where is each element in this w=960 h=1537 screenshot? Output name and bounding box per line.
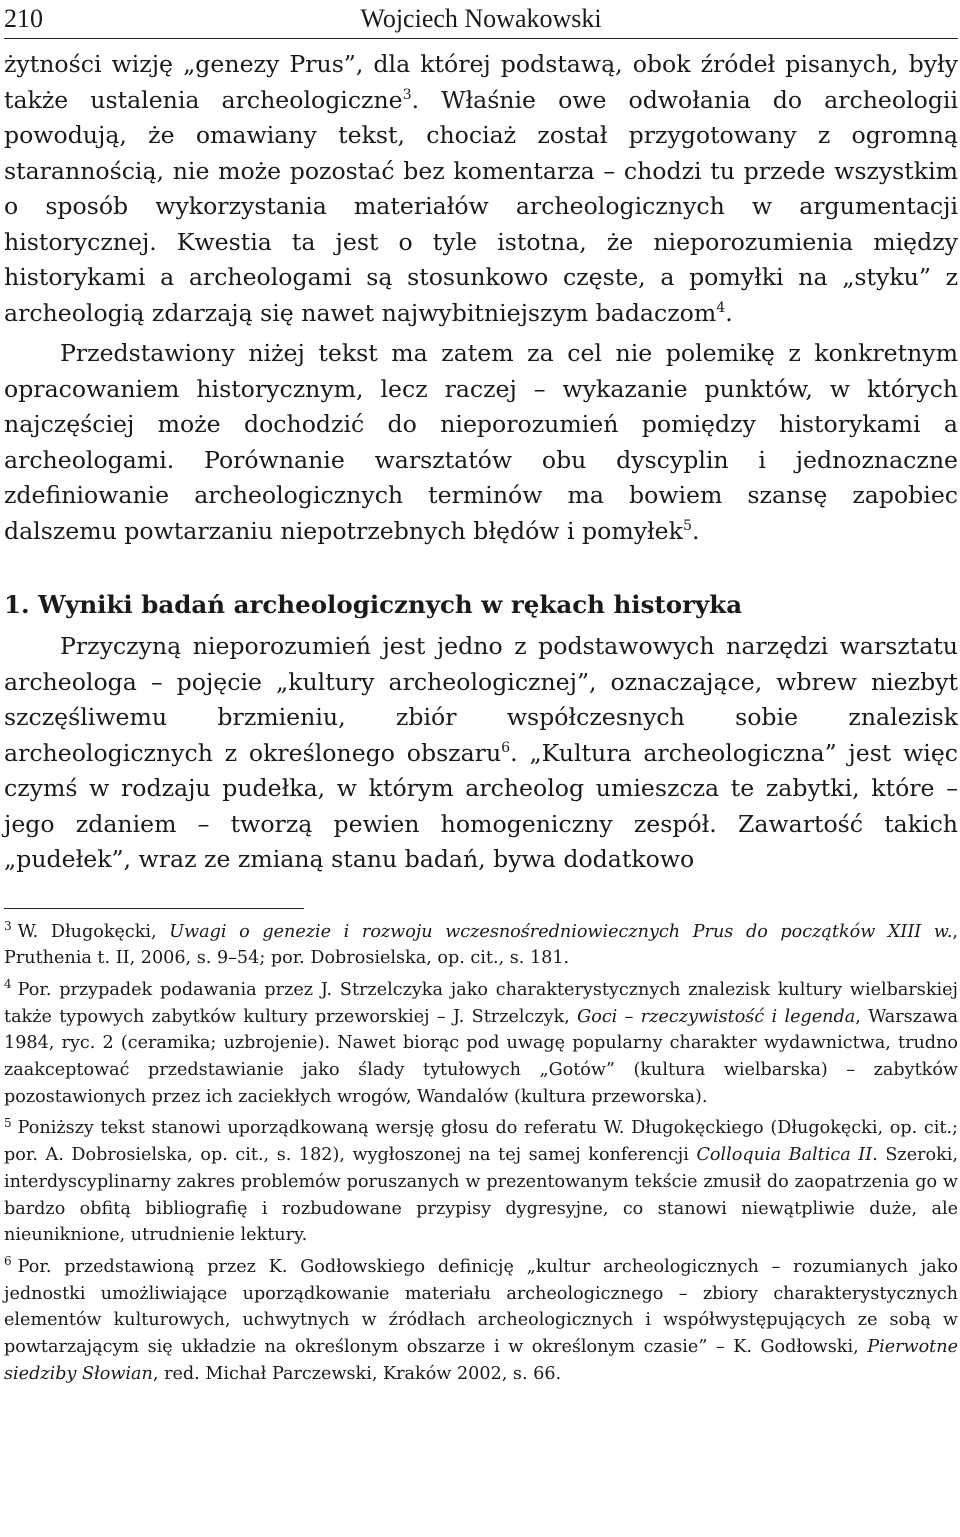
footnote-6: $^6$ Por. przedstawioną przez K. Godłowskiego definicję „kultur archeologicznych – rozumianych jako jednostki umożliwiające uporządkowanie materiału archeologicznego – zbiory charakterystycznych elementów kulturowych, uchwytnych w źródłach archeologicznych i współwystępujących ze sobą w powtarzającym się układzie na określonym obszarze i w określonym czasie” – K. Godłowski, Pierwotne siedziby Słowian, red. Michał Parczewski, Kraków 2002, s. 66. (4, 1254, 958, 1384)
section-heading: 1. Wyniki badań archeologicznych w rękach historyka (4, 590, 743, 619)
paragraph-3: Przyczyną nieporozumień jest jedno z podstawowych narzędzi warsztatu archeologa – pojęcie „kultury archeologicznej”, oznaczające, wbrew niezbyt szczęśliwemu brzmieniu, zbiór współczesnych sobie znalezisk archeologicznych z określonego obszaru$^6$. „Kultura archeologiczna” jest więc czymś w rodzaju pudełka, w którym archeolog umieszcza te zabytki, które – jego zdaniem – tworzą pewien homogeniczny zespół. Zawartość takich „pudełek”, wraz ze zmianą stanu badań, bywa dodatkowo (4, 632, 958, 873)
paragraph-1: żytności wizję „genezy Prus”, dla której podstawą, obok źródeł pisanych, były także ustalenia archeologiczne$^3$. Właśnie owe odwołania do archeologii powodują, że omawiany tekst, chociaż został przygotowany z ogromną starannością, nie może pozostać bez komentarza – chodzi tu przede wszystkim o sposób wykorzystania materiałów archeologicznych w argumentacji historycznej. Kwestia ta jest o tyle istotna, że nieporozumienia między historykami a archeologami są stosunkowo częste, a pomyłki na „styku” z archeologią zdarzają się nawet najwybitniejszym badaczom$^4$. (4, 50, 959, 327)
running-title: Wojciech Nowakowski (360, 4, 602, 33)
footnote-3: $^3$ W. Długokęcki, Uwagi o genezie i rozwoju wczesnośredniowiecznych Prus do początków XIII w., Pruthenia t. II, 2006, s. 9–54; por. Dobrosielska, op. cit., s. 181. (4, 918, 958, 969)
footnote-ref-4[interactable]: 4 (716, 299, 726, 316)
page-number: 210 (4, 4, 43, 33)
footnote-5: $^5$ Poniższy tekst stanowi uporządkowaną wersję głosu do referatu W. Długokęckiego (Długokęcki, op. cit.; por. A. Dobrosielska, op. cit., s. 182), wygłoszonej na tej samej konferencji Colloquia Baltica II. Szeroki, interdyscyplinarny zakres problemów poruszanych w prezentowanym tekście zmusił do zaopatrzenia go w bardzo obfitą bibliografię i rozbudowane przypisy dygresyjne, co stanowi niewątpliwie duże, ale nieuniknione, utrudnienie lektury. (4, 1115, 958, 1246)
footnote-number: 3 (4, 918, 12, 933)
footnote-separator (4, 908, 304, 909)
footnote-4: $^4$ Por. przypadek podawania przez J. Strzelczyka jako charakterystycznych znalezisk kultury wielbarskiej także typowych zabytków kultury przeworskiej – J. Strzelczyk, Goci – rzeczywistość i legenda, Warszawa 1984, ryc. 2 (ceramika; uzbrojenie). Nawet biorąc pod uwagę popularny charakter wydawnictwa, trudno zaakceptować przedstawianie jako ślady tytułowych „Gotów” (kultura wielbarska) – zabytków pozostawionych przez ich zaciekłych wrogów, Wandalów (kultura przeworska). (4, 977, 958, 1107)
footnote-number: 5 (4, 1115, 12, 1130)
document-page (4, 0, 958, 1392)
footnote-ref-6[interactable]: 6 (501, 739, 511, 756)
footnote-ref-3[interactable]: 3 (402, 86, 412, 103)
footnote-number: 4 (4, 977, 12, 992)
footnote-number: 6 (4, 1254, 12, 1269)
running-header (4, 2, 958, 39)
main-text (4, 47, 958, 878)
footnotes (4, 919, 958, 1388)
paragraph-2: Przedstawiony niżej tekst ma zatem za cel nie polemikę z konkretnym opracowaniem historycznym, lecz raczej – wykazanie punktów, w których najczęściej może dochodzić do nieporozumień pomiędzy historykami a archeologami. Porównanie warsztatów obu dyscyplin i jednoznaczne zdefiniowanie archeologicznych terminów ma bowiem szansę zapobiec dalszemu powtarzaniu niepotrzebnych błędów i pomyłek$^5$. (4, 339, 958, 545)
footnote-ref-5[interactable]: 5 (682, 517, 692, 534)
